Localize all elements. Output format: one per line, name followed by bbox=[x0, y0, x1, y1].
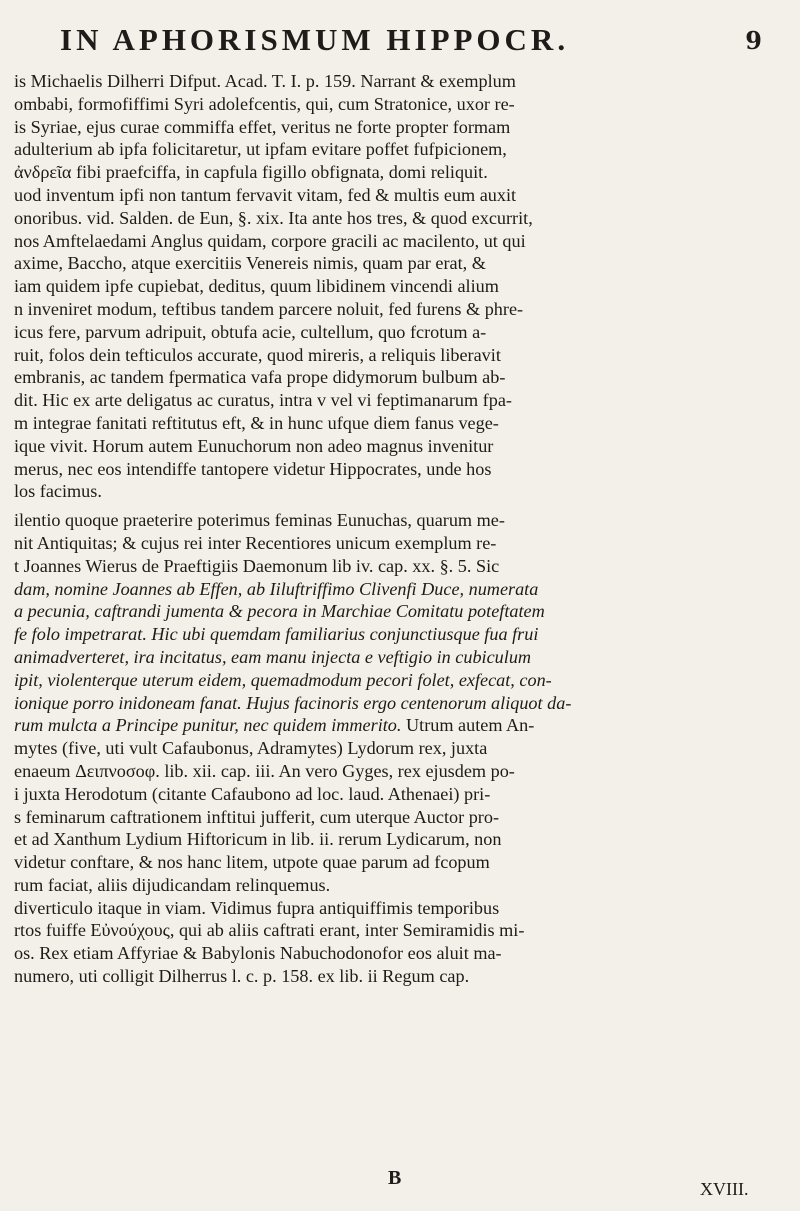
text-line: ique vivit. Horum autem Eunuchorum non adeo magnus invenitur bbox=[14, 435, 494, 456]
signature-mark: B bbox=[388, 1167, 402, 1189]
text-line: rum faciat, aliis dijudicandam relinquemus. bbox=[14, 874, 331, 895]
text-line: ombabi, formofiffimi Syri adolefcentis, qui, cum Stratonice, uxor re- bbox=[14, 93, 515, 114]
text-line: nit Antiquitas; & cujus rei inter Recentiores unicum exemplum re- bbox=[14, 532, 497, 553]
text-line: et ad Xanthum Lydium Hiftoricum in lib. ii. rerum Lydicarum, non bbox=[14, 829, 502, 850]
text-line: los facimus. bbox=[14, 481, 102, 502]
text-line: axime, Baccho, atque exercitiis Venereis nimis, quam par erat, & bbox=[14, 253, 486, 274]
text-line: ἀνδρεῖα fibi praefciffa, in capfula figillo obfignata, domi reliquit. bbox=[14, 162, 488, 183]
page-mark: 9 bbox=[745, 26, 762, 55]
text-line: mytes (five, uti vult Cafaubonus, Adramytes) Lydorum rex, juxta bbox=[14, 738, 488, 759]
text-line: ruit, folos dein tefticulos accurate, quod mireris, a reliquis liberavit bbox=[14, 344, 501, 365]
text-line: rtos fuiffe Εὐνούχους, qui ab aliis caftrati erant, inter Semiramidis mi- bbox=[14, 920, 525, 941]
text-line: is Syriae, ejus curae commiffa effet, veritus ne forte propter formam bbox=[14, 116, 511, 137]
text-line: videtur conftare, & nos hanc litem, utpote quae parum ad fcopum bbox=[14, 852, 490, 873]
text-line: fe folo impetrarat. Hic ubi quemdam familiarius conjunctiusque fua frui bbox=[14, 624, 539, 645]
text-line: diverticulo itaque in viam. Vidimus fupra antiquiffimis temporibus bbox=[14, 897, 500, 918]
text-line: i juxta Herodotum (citante Cafaubono ad loc. laud. Athenaei) pri- bbox=[14, 783, 491, 804]
text-line: enaeum Δειπνοσοφ. lib. xii. cap. iii. An vero Gyges, rex ejusdem po- bbox=[14, 760, 515, 781]
text-line: ionique porro inidoneam fanat. Hujus facinoris ergo centenorum aliquot da- bbox=[14, 692, 572, 713]
text-line: nos Amftelaedami Anglus quidam, corpore gracili ac macilento, ut qui bbox=[14, 230, 526, 251]
text-line: merus, nec eos intendiffe tantopere videtur Hippocrates, unde hos bbox=[14, 458, 492, 479]
text-line: ilentio quoque praeterire poterimus feminas Eunuchas, quarum me- bbox=[14, 510, 505, 531]
text-line: dam, nomine Joannes ab Effen, ab Iiluftriffimo Clivenfi Duce, numerata bbox=[14, 578, 539, 599]
body-text bbox=[14, 70, 786, 988]
text-line: dit. Hic ex arte deligatus ac curatus, intra v vel vi feptimanarum fpa- bbox=[14, 390, 512, 411]
text-line: icus fere, parvum adripuit, obtufa acie, cultellum, quo fcrotum a- bbox=[14, 321, 487, 342]
text-line: onoribus. vid. Salden. de Eun, §. xix. Ita ante hos tres, & quod excurrit, bbox=[14, 207, 533, 228]
page-footer bbox=[0, 1167, 800, 1203]
text-line: embranis, ac tandem fpermatica vafa prope didymorum bulbum ab- bbox=[14, 367, 506, 388]
catchword: XVIII. bbox=[700, 1179, 749, 1199]
text-line: t Joannes Wierus de Praeftigiis Daemonum lib iv. cap. xx. §. 5. Sic bbox=[14, 555, 500, 576]
text-line: n inveniret modum, teftibus tandem parcere noluit, fed furens & phre- bbox=[14, 298, 524, 319]
text-line: iam quidem ipfe cupiebat, deditus, quum libidinem vincendi alium bbox=[14, 276, 499, 297]
text-line: ipit, violenterque uterum eidem, quemadmodum pecori folet, exfecat, con- bbox=[14, 669, 552, 690]
text-line: animadverteret, ira incitatus, eam manu injecta e veftigio in cubiculum bbox=[14, 646, 532, 667]
running-header bbox=[40, 22, 770, 62]
text-line: os. Rex etiam Affyriae & Babylonis Nabuchodonofor eos aluit ma- bbox=[14, 943, 502, 964]
text-line: a pecunia, caftrandi jumenta & pecora in Marchiae Comitatu poteftatem bbox=[14, 601, 545, 622]
text-line: adulterium ab ipfa folicitaretur, ut ipfam evitare poffet fufpicionem, bbox=[14, 139, 507, 160]
text-line: rum mulcta a Principe punitur, nec quidem immerito. Utrum autem An- bbox=[14, 715, 535, 736]
running-title: IN APHORISMUM HIPPOCR. bbox=[60, 22, 570, 57]
text-line: m integrae fanitati reftitutus eft, & in hunc ufque diem fanus vege- bbox=[14, 412, 499, 433]
text-line: numero, uti colligit Dilherrus l. c. p. 158. ex lib. ii Regum cap. bbox=[14, 966, 470, 987]
text-line: uod inventum ipfi non tantum fervavit vitam, fed & multis eum auxit bbox=[14, 184, 517, 205]
text-line: is Michaelis Dilherri Difput. Acad. T. I. p. 159. Narrant & exemplum bbox=[14, 71, 516, 91]
text-line: s feminarum caftrationem inftitui jufferit, cum uterque Auctor pro- bbox=[14, 806, 500, 827]
